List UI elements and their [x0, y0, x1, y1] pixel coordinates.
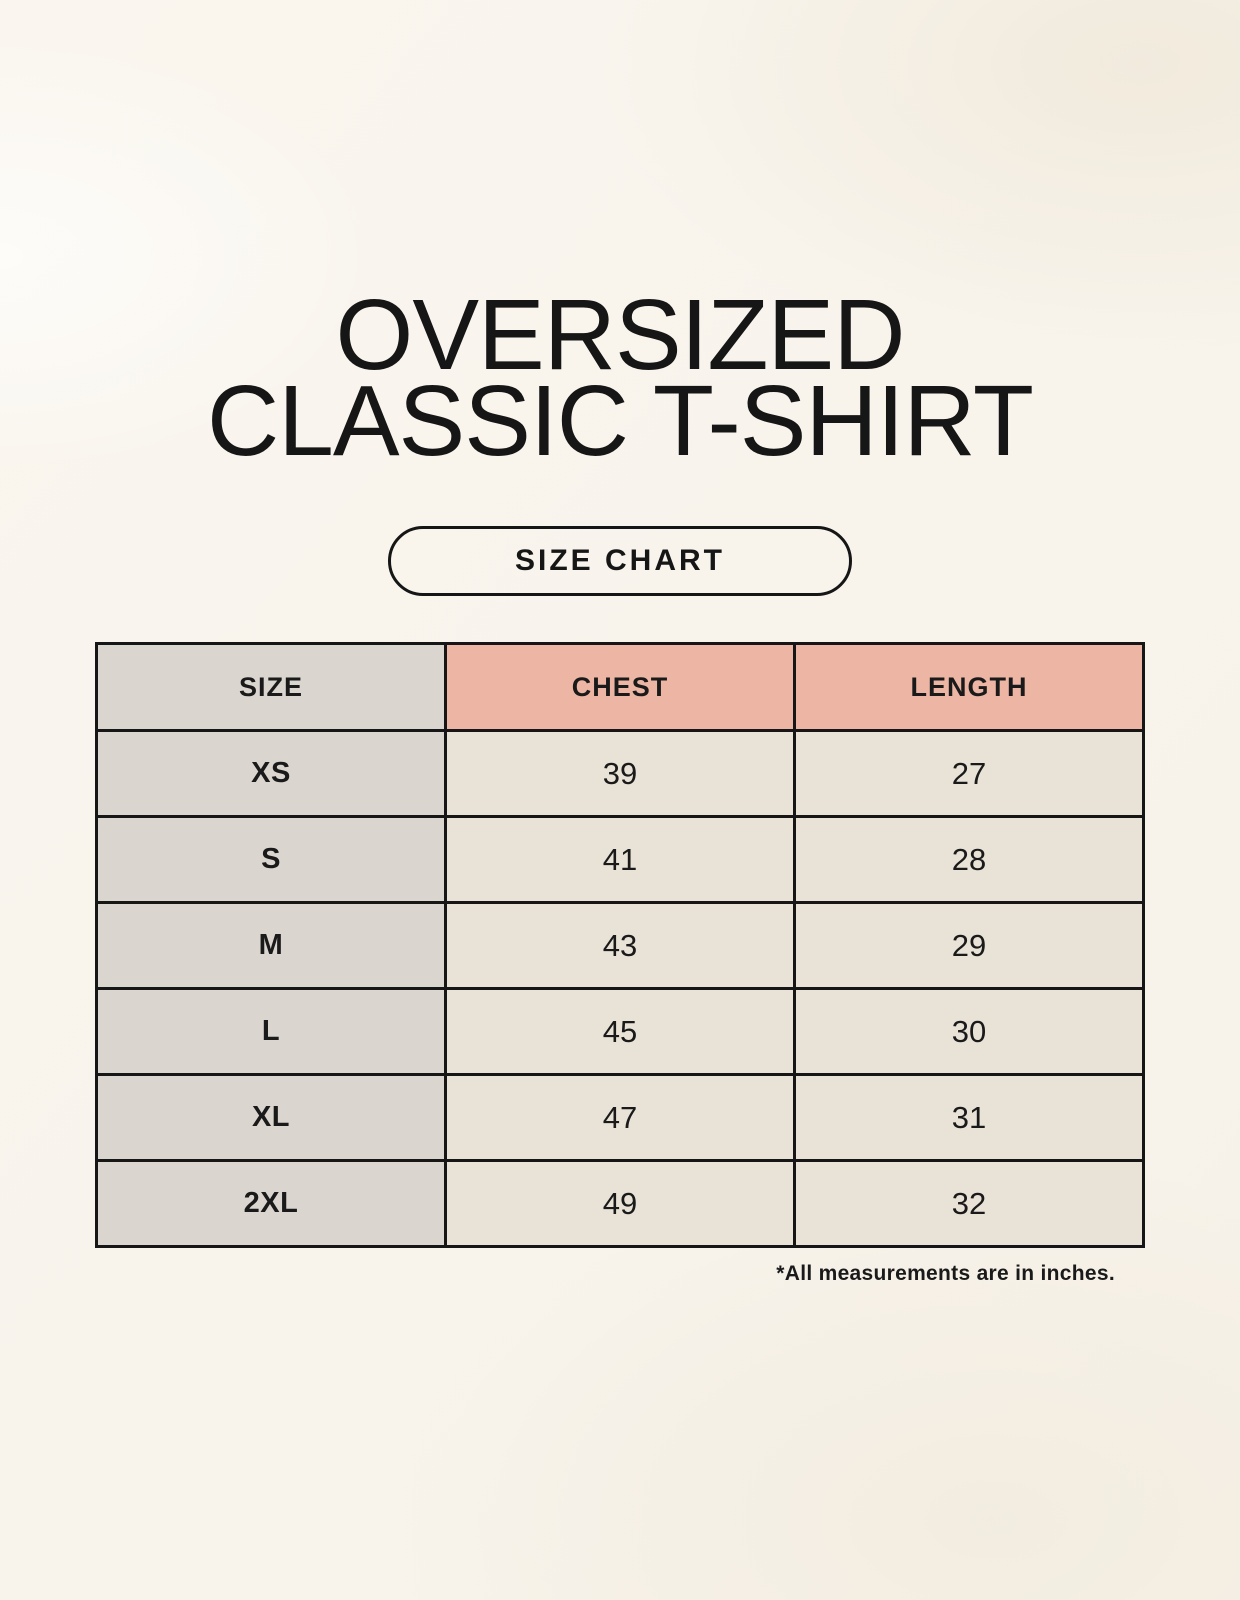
table-row-l	[97, 989, 1144, 1075]
size-chart-table	[95, 642, 1145, 1248]
col-header-size: SIZE	[97, 644, 446, 731]
col-header-length: LENGTH	[795, 644, 1144, 731]
size-label-l: L	[97, 989, 446, 1075]
chest-value-m: 43	[446, 903, 795, 989]
col-header-chest: CHEST	[446, 644, 795, 731]
length-value-m: 29	[795, 903, 1144, 989]
chest-value-l: 45	[446, 989, 795, 1075]
length-value-xs: 27	[795, 731, 1144, 817]
table-row-xs	[97, 731, 1144, 817]
product-title	[0, 0, 1240, 477]
chest-value-s: 41	[446, 817, 795, 903]
size-label-2xl: 2XL	[97, 1161, 446, 1247]
product-title-line-2: CLASSIC T-SHIRT	[207, 365, 1033, 477]
length-value-s: 28	[795, 817, 1144, 903]
product-title-line-1: OVERSIZED	[335, 279, 905, 391]
length-value-xl: 31	[795, 1075, 1144, 1161]
size-label-xl: XL	[97, 1075, 446, 1161]
chest-value-xs: 39	[446, 731, 795, 817]
table-row-2xl	[97, 1161, 1144, 1247]
size-chart-table-container	[95, 642, 1145, 1286]
table-row-s	[97, 817, 1144, 903]
length-value-l: 30	[795, 989, 1144, 1075]
table-row-m	[97, 903, 1144, 989]
size-label-m: M	[97, 903, 446, 989]
size-chart-button[interactable]	[388, 526, 852, 596]
chest-value-xl: 47	[446, 1075, 795, 1161]
size-label-s: S	[97, 817, 446, 903]
length-value-2xl: 32	[795, 1161, 1144, 1247]
size-label-xs: XS	[97, 731, 446, 817]
table-row-xl	[97, 1075, 1144, 1161]
table-header-row	[97, 644, 1144, 731]
chest-value-2xl: 49	[446, 1161, 795, 1247]
measurements-footnote: *All measurements are in inches.	[776, 1262, 1115, 1285]
size-chart-button-label: SIZE CHART	[515, 544, 725, 577]
